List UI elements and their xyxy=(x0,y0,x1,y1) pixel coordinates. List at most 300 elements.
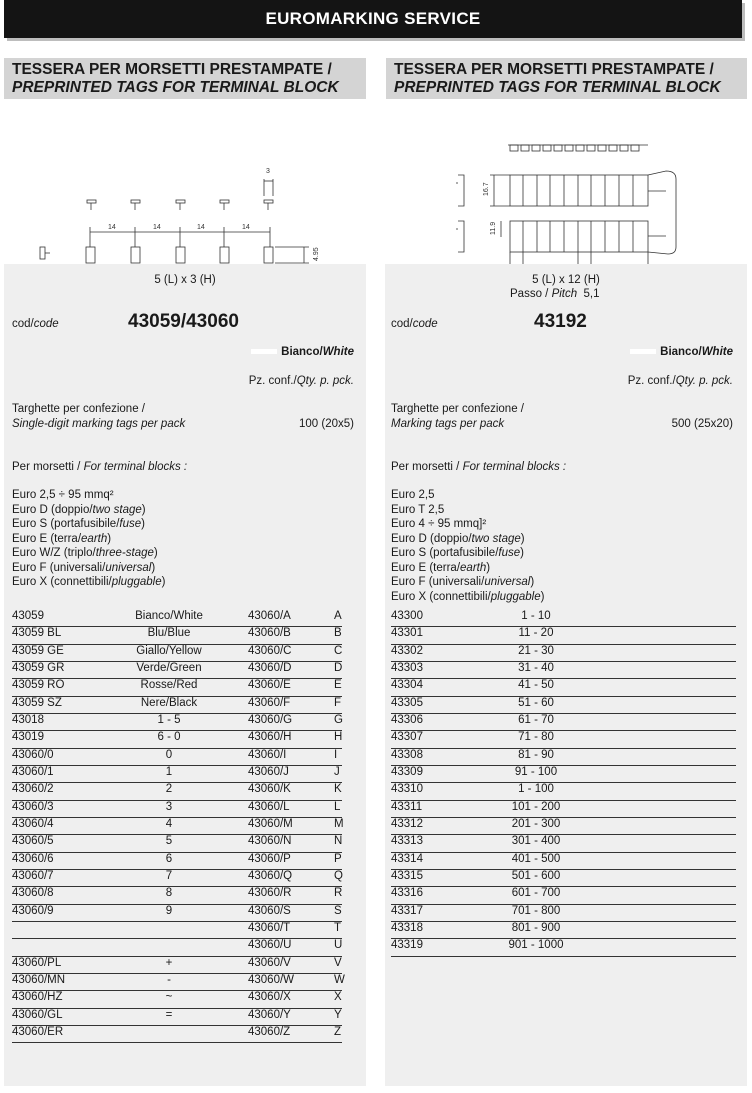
range: 901 - 1000 xyxy=(508,939,564,952)
range: 81 - 90 xyxy=(518,748,554,761)
table-row xyxy=(391,817,736,835)
block-name-it: pluggable xyxy=(490,590,541,603)
code-a: 43060/MN xyxy=(12,973,66,986)
description: Bianco/White xyxy=(135,610,203,622)
table-row xyxy=(391,626,736,644)
description: 1 xyxy=(165,765,173,778)
code: 43308 xyxy=(391,748,423,761)
block-name: Euro X (connettibili/ xyxy=(12,576,112,588)
right-cod-label xyxy=(391,318,438,330)
table-row xyxy=(391,800,736,818)
code: 43305 xyxy=(391,696,423,709)
pitch-text: Passo / xyxy=(510,288,552,300)
code: 43311 xyxy=(391,800,423,813)
color-text-it: White xyxy=(322,346,354,358)
qty-text-it: Qty. p. pck. xyxy=(296,375,354,387)
left-blocks-label xyxy=(12,461,187,473)
qty-text: Pz. conf./ xyxy=(248,375,297,387)
block-name-close: ) xyxy=(153,547,158,559)
table-row xyxy=(391,765,736,783)
code-a: 43060/HZ xyxy=(12,991,63,1004)
code-b: 43060/K xyxy=(248,783,291,796)
code-a: 43059 GE xyxy=(12,644,64,657)
code: 43317 xyxy=(391,904,423,917)
letter: J xyxy=(334,765,340,778)
code-b: 43060/P xyxy=(248,852,291,865)
letter: V xyxy=(334,956,342,969)
left-details-panel xyxy=(4,264,366,1086)
code-b: 43060/I xyxy=(248,748,287,761)
code-a: 43060/0 xyxy=(12,748,54,761)
left-tags-label-it: Single-digit marking tags per pack xyxy=(12,418,186,430)
left-product-card xyxy=(4,58,366,263)
qty-text: Pz. conf./ xyxy=(627,375,676,387)
code-text: code xyxy=(412,318,438,330)
description: 4 xyxy=(165,817,173,830)
table-row xyxy=(391,938,736,956)
table-row xyxy=(12,748,342,766)
description: - xyxy=(167,973,171,986)
dim-width-label: 3 xyxy=(266,168,270,175)
code: 43300 xyxy=(391,610,423,622)
right-dims: 5 (L) x 12 (H) xyxy=(532,274,600,286)
code: 43310 xyxy=(391,783,423,796)
left-tags-label: Targhette per confezione / xyxy=(12,403,145,415)
table-row xyxy=(12,782,342,800)
block-name-close: ) xyxy=(520,532,525,545)
letter: A xyxy=(334,610,342,622)
code-a: 43060/1 xyxy=(12,765,54,778)
letter: N xyxy=(334,835,343,848)
tag-top-views xyxy=(87,200,273,210)
right-header-line2: PREPRINTED TAGS FOR TERMINAL BLOCK xyxy=(394,79,721,96)
dim-height-label: 4.95 xyxy=(313,247,320,261)
block-name-close: ) xyxy=(141,518,145,530)
block-name: Euro 2,5 xyxy=(391,489,435,501)
dim-pitch1-label: 14 xyxy=(108,224,116,231)
table-row xyxy=(12,852,342,870)
letter: K xyxy=(334,783,342,796)
letter: P xyxy=(334,852,342,865)
code-a: 43060/2 xyxy=(12,783,54,796)
code-b: 43060/D xyxy=(248,661,292,674)
terminal-block-item xyxy=(391,575,544,590)
code-b: 43060/N xyxy=(248,835,292,848)
letter: E xyxy=(334,679,342,692)
range: 21 - 30 xyxy=(518,644,554,657)
table-row xyxy=(12,834,342,852)
description: Verde/Green xyxy=(136,661,202,674)
code-b: 43060/G xyxy=(248,713,293,726)
description: 9 xyxy=(165,904,173,917)
table-row xyxy=(12,696,342,714)
range: 41 - 50 xyxy=(518,679,554,692)
dim-pitch3-label: 14 xyxy=(197,224,205,231)
range: 61 - 70 xyxy=(518,713,554,726)
block-name: Euro S (portafusibile/ xyxy=(391,547,499,559)
letter: Z xyxy=(334,1025,342,1038)
dim-pitch2-label: 14 xyxy=(153,224,161,231)
cod-text: cod/ xyxy=(391,318,413,330)
right-product-card xyxy=(386,58,747,263)
code: 43309 xyxy=(391,765,423,778)
code-a: 43059 GR xyxy=(12,661,65,674)
blocks-text: Per morsetti / xyxy=(391,461,463,473)
range: 501 - 600 xyxy=(511,869,561,882)
table-row xyxy=(12,626,342,644)
code-text: code xyxy=(33,318,59,330)
code: 43312 xyxy=(391,817,423,830)
code-b: 43060/Q xyxy=(248,869,293,882)
terminal-block-item xyxy=(12,532,165,547)
right-tags-label: Targhette per confezione / xyxy=(391,403,524,415)
block-name: Euro E (terra/ xyxy=(391,561,461,574)
letter: Y xyxy=(334,1008,342,1021)
code: 43301 xyxy=(391,627,423,640)
right-details-panel xyxy=(385,264,747,1086)
code-b: 43060/C xyxy=(248,644,292,657)
code-b: 43060/R xyxy=(248,887,292,900)
range: 51 - 60 xyxy=(518,696,554,709)
block-name: Euro S (portafusibile/ xyxy=(12,518,120,530)
table-row xyxy=(391,713,736,731)
range: 71 - 80 xyxy=(518,731,554,744)
code-b: 43060/B xyxy=(248,627,291,640)
terminal-block-item xyxy=(391,488,544,503)
code-a: 43060/5 xyxy=(12,835,54,848)
code-a: 43060/6 xyxy=(12,852,54,865)
letter: W xyxy=(334,973,345,986)
left-qty-label xyxy=(249,375,354,387)
description: 6 - 0 xyxy=(157,731,181,744)
table-row xyxy=(391,921,736,939)
block-name-close: ) xyxy=(151,561,156,574)
code-b: 43060/Z xyxy=(248,1025,291,1038)
letter: L xyxy=(334,800,341,813)
left-cod-label xyxy=(12,318,59,330)
table-row xyxy=(391,661,736,679)
code-a: 43060/GL xyxy=(12,1008,63,1021)
description: ~ xyxy=(165,991,173,1004)
block-name: Euro D (doppio/ xyxy=(12,503,93,516)
color-text-it: White xyxy=(701,346,733,358)
table-row xyxy=(391,852,736,870)
code-b: 43060/L xyxy=(248,800,290,813)
left-tags-value: 100 (20x5) xyxy=(299,418,354,430)
code-a: 43059 RO xyxy=(12,679,65,692)
code-a: 43060/PL xyxy=(12,956,62,969)
description: Giallo/Yellow xyxy=(136,644,202,657)
description: 1 - 5 xyxy=(157,713,181,726)
block-name: Euro F (universali/ xyxy=(391,576,485,588)
description: Nere/Black xyxy=(140,696,198,709)
code-b: 43060/J xyxy=(248,765,289,778)
terminal-block-item xyxy=(391,546,544,561)
block-name-it: fuse xyxy=(119,518,142,530)
range: 1 - 10 xyxy=(521,610,551,622)
description: 7 xyxy=(165,869,173,882)
code: 43319 xyxy=(391,939,423,952)
table-row xyxy=(391,678,736,696)
letter: C xyxy=(334,644,343,657)
table-row xyxy=(391,730,736,748)
block-name: Euro E (terra/ xyxy=(12,532,82,545)
color-text: Bianco/ xyxy=(660,346,702,358)
range: 801 - 900 xyxy=(511,921,561,934)
block-name-it: three-stage xyxy=(95,547,154,559)
code-a: 43060/4 xyxy=(12,817,54,830)
range: 1 - 100 xyxy=(518,783,554,796)
code-b: 43060/S xyxy=(248,904,291,917)
block-name-close: ) xyxy=(141,503,146,516)
letter: U xyxy=(334,939,343,952)
letter: B xyxy=(334,627,342,640)
left-header xyxy=(4,58,366,99)
terminal-block-item xyxy=(12,546,165,561)
qty-text-it: Qty. p. pck. xyxy=(675,375,733,387)
description: 2 xyxy=(165,783,173,796)
table-row xyxy=(12,817,342,835)
left-code: 43059/43060 xyxy=(128,311,239,332)
description: = xyxy=(165,1008,173,1021)
range: 401 - 500 xyxy=(511,852,561,865)
tag-row-lower xyxy=(510,221,648,252)
table-row xyxy=(12,973,345,991)
letter: R xyxy=(334,887,343,900)
description: Blu/Blue xyxy=(147,627,191,640)
block-name-it: pluggable xyxy=(111,576,162,588)
dim-h1-label: 16.7 xyxy=(483,182,490,196)
right-header-line1: TESSERA PER MORSETTI PRESTAMPATE / xyxy=(394,61,714,78)
code: 43302 xyxy=(391,644,423,657)
table-row xyxy=(12,713,342,731)
pitch-text-it: Pitch xyxy=(551,288,578,300)
block-name-it: universal xyxy=(484,576,531,588)
table-row xyxy=(12,869,342,887)
terminal-block-item xyxy=(12,488,165,503)
right-tags-value: 500 (25x20) xyxy=(671,418,733,430)
blocks-text-it: For terminal blocks : xyxy=(462,461,567,473)
description: + xyxy=(165,956,173,969)
table-row xyxy=(391,782,736,800)
block-name-it: two stage xyxy=(471,532,521,545)
code: 43318 xyxy=(391,921,423,934)
block-name-close: ) xyxy=(161,576,166,588)
letter: I xyxy=(334,748,338,761)
blocks-text: Per morsetti / xyxy=(12,461,84,473)
code-a: 43060/7 xyxy=(12,869,54,882)
left-dims: 5 (L) x 3 (H) xyxy=(154,274,216,286)
block-name: Euro T 2,5 xyxy=(391,503,445,516)
block-name-it: earth xyxy=(81,532,108,545)
table-row xyxy=(12,765,342,783)
banner xyxy=(4,0,742,38)
code: 43306 xyxy=(391,713,423,726)
code-b: 43060/M xyxy=(248,817,293,830)
block-name-it: earth xyxy=(460,561,487,574)
terminal-block-item xyxy=(391,561,544,576)
description: 8 xyxy=(165,887,173,900)
code-b: 43060/W xyxy=(248,973,295,986)
right-color xyxy=(630,346,733,358)
code-b: 43060/U xyxy=(248,939,292,952)
left-color xyxy=(251,346,354,358)
description: 6 xyxy=(165,852,173,865)
description: Rosse/Red xyxy=(140,679,198,692)
code-b: 43060/Y xyxy=(248,1008,291,1021)
right-code: 43192 xyxy=(534,311,587,332)
description: 3 xyxy=(165,800,173,813)
table-row xyxy=(12,904,342,922)
table-row xyxy=(12,730,342,748)
block-name-it: fuse xyxy=(498,547,521,559)
table-row xyxy=(12,921,342,939)
table-row xyxy=(391,748,736,766)
range: 301 - 400 xyxy=(511,835,561,848)
code-b: 43060/E xyxy=(248,679,291,692)
tag-strip xyxy=(86,247,273,263)
code-a: 43060/ER xyxy=(12,1025,64,1038)
color-text: Bianco/ xyxy=(281,346,323,358)
dim-pitch4-label: 14 xyxy=(242,224,250,231)
left-header-line2: PREPRINTED TAGS FOR TERMINAL BLOCK xyxy=(12,79,339,96)
block-name-close: ) xyxy=(540,590,545,603)
block-name: Euro 4 ÷ 95 mmq]² xyxy=(391,518,487,530)
letter: H xyxy=(334,731,343,744)
range: 201 - 300 xyxy=(511,817,561,830)
range: 31 - 40 xyxy=(518,661,554,674)
table-row xyxy=(391,644,736,662)
code-a: 43060/8 xyxy=(12,887,54,900)
terminal-block-item xyxy=(12,517,165,532)
blocks-text-it: For terminal blocks : xyxy=(83,461,188,473)
block-name: Euro D (doppio/ xyxy=(391,532,472,545)
letter: X xyxy=(334,991,342,1004)
right-pitch xyxy=(510,288,600,300)
code: 43314 xyxy=(391,852,423,865)
code-b: 43060/H xyxy=(248,731,292,744)
terminal-block-item xyxy=(391,532,544,547)
left-header-line1: TESSERA PER MORSETTI PRESTAMPATE / xyxy=(12,61,332,78)
terminal-block-item xyxy=(391,590,544,605)
white-swatch xyxy=(251,349,277,354)
table-row xyxy=(391,869,736,887)
block-name-close: ) xyxy=(530,576,535,588)
block-name: Euro X (connettibili/ xyxy=(391,590,491,603)
terminal-block-item xyxy=(12,575,165,590)
table-row xyxy=(12,800,342,818)
block-name: Euro F (universali/ xyxy=(12,561,106,574)
cod-text: cod/ xyxy=(12,318,34,330)
code: 43304 xyxy=(391,679,423,692)
table-row xyxy=(391,609,736,627)
code: 43316 xyxy=(391,887,423,900)
code-a: 43059 BL xyxy=(12,627,62,640)
pitch-value: 5,1 xyxy=(583,288,600,300)
letter: M xyxy=(334,817,344,830)
code-a: 43059 xyxy=(12,610,44,622)
block-name: Euro 2,5 ÷ 95 mmq² xyxy=(12,489,114,501)
code-b: 43060/F xyxy=(248,696,291,709)
code-b: 43060/T xyxy=(248,921,291,934)
tag-row-upper xyxy=(510,175,648,206)
letter: G xyxy=(334,713,343,726)
code: 43307 xyxy=(391,731,423,744)
block-name-it: universal xyxy=(105,561,152,574)
code: 43315 xyxy=(391,869,423,882)
table-row xyxy=(391,886,736,904)
table-row xyxy=(12,886,342,904)
code-a: 43019 xyxy=(12,731,44,744)
block-name-close: ) xyxy=(486,561,491,574)
block-name-close: ) xyxy=(107,532,112,545)
right-tags-label-it: Marking tags per pack xyxy=(391,418,505,430)
table-row xyxy=(12,661,342,679)
code-a: 43018 xyxy=(12,713,44,726)
letter: T xyxy=(334,921,342,934)
letter: S xyxy=(334,904,342,917)
terminal-block-item xyxy=(391,517,544,532)
description: 5 xyxy=(165,835,173,848)
block-name-close: ) xyxy=(520,547,524,559)
table-row xyxy=(12,1025,342,1043)
code-b: 43060/A xyxy=(248,610,291,622)
code-b: 43060/X xyxy=(248,991,291,1004)
code: 43313 xyxy=(391,835,423,848)
letter: D xyxy=(334,661,343,674)
block-name-it: two stage xyxy=(92,503,142,516)
description: 0 xyxy=(165,748,173,761)
code: 43303 xyxy=(391,661,423,674)
table-row xyxy=(12,1008,342,1026)
tag-comb-top xyxy=(508,145,648,151)
code-a: 43059 SZ xyxy=(12,696,62,709)
terminal-block-item xyxy=(391,503,544,518)
left-technical-drawing xyxy=(4,99,366,263)
letter: Q xyxy=(334,869,343,882)
table-row xyxy=(12,644,342,662)
letter: F xyxy=(334,696,342,709)
range: 11 - 20 xyxy=(518,627,554,640)
block-name: Euro W/Z (triplo/ xyxy=(12,547,96,559)
range: 601 - 700 xyxy=(511,887,561,900)
table-row xyxy=(391,696,736,714)
table-row xyxy=(12,609,342,627)
table-row xyxy=(12,938,342,956)
range: 701 - 800 xyxy=(511,904,561,917)
table-row xyxy=(12,678,342,696)
right-blocks-list xyxy=(391,488,544,604)
code-a: 43060/9 xyxy=(12,904,54,917)
right-qty-label xyxy=(628,375,733,387)
code-a: 43060/3 xyxy=(12,800,54,813)
dim-h2-label: 11.9 xyxy=(490,221,497,235)
left-blocks-list xyxy=(12,488,165,590)
right-blocks-label xyxy=(391,461,566,473)
code-b: 43060/V xyxy=(248,956,291,969)
range: 101 - 200 xyxy=(511,800,561,813)
right-header xyxy=(386,58,747,99)
terminal-block-item xyxy=(12,503,165,518)
table-row xyxy=(391,834,736,852)
white-swatch xyxy=(630,349,656,354)
banner-title: EUROMARKING SERVICE xyxy=(265,9,481,28)
terminal-block-item xyxy=(12,561,165,576)
range: 91 - 100 xyxy=(514,765,558,778)
table-row xyxy=(12,990,342,1008)
table-row xyxy=(12,956,342,974)
table-row xyxy=(391,904,736,922)
